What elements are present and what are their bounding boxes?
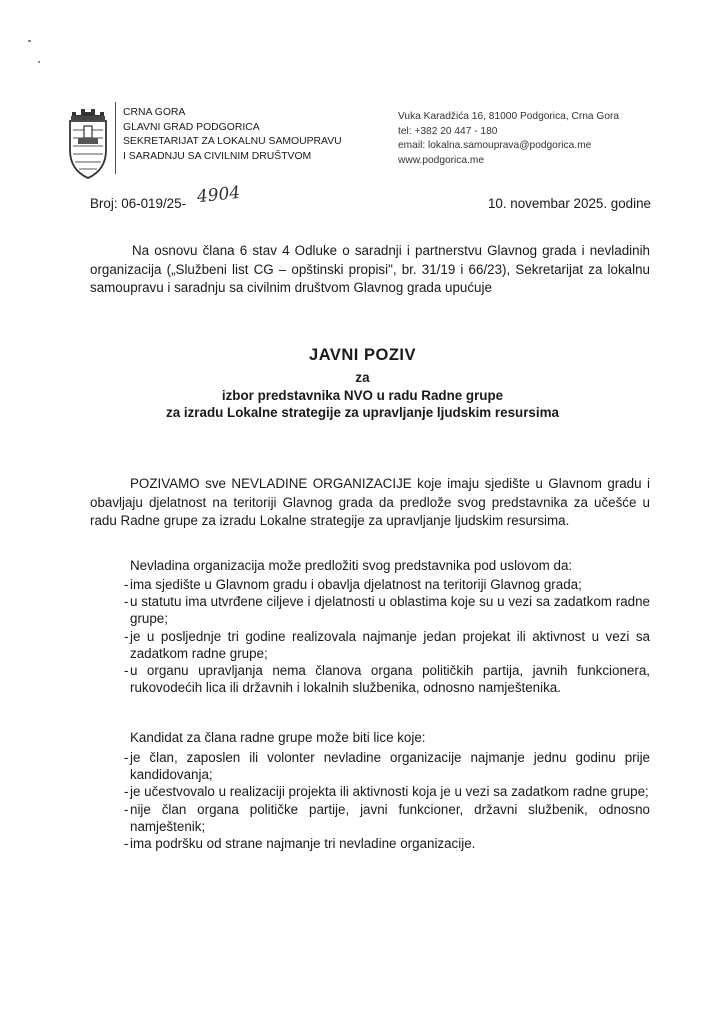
subtitle-line: izbor predstavnika NVO u radu Radne grupe: [221, 387, 504, 403]
website-line: www.podgorica.me: [398, 154, 485, 166]
list-item: - je u posljednje tri godine realizovala najmanje jedan projekat ili aktivnost u vezi sa zadatkom radne grupe;: [90, 628, 650, 662]
conditions-list: [90, 576, 650, 696]
candidate-lead: Kandidat za člana radne grupe može biti lice koje:: [130, 730, 426, 745]
document-title: JAVNI POZIV: [309, 346, 416, 364]
candidate-list: [90, 749, 650, 852]
coat-of-arms-icon: [66, 104, 110, 180]
list-item: - ima podršku od strane najmanje tri nevladine organizacije.: [90, 835, 650, 852]
contact-block: [398, 110, 619, 168]
scan-speck: [38, 61, 40, 63]
document-subtitle: [0, 369, 725, 422]
subtitle-line: za: [355, 370, 370, 385]
list-item: - nije član organa političke partije, javni funkcioner, državni službenik, odnosno namještenik;: [90, 801, 650, 835]
list-item: - je član, zaposlen ili volonter nevladine organizacije najmanje jednu godinu prije kandidovanja;: [90, 749, 650, 783]
conditions-lead: Nevladina organizacija može predložiti svog predstavnika pod uslovom da:: [130, 558, 573, 573]
invitation-paragraph: POZIVAMO sve NEVLADINE ORGANIZACIJE koje imaju sjedište u Glavnom gradu i obavljaju djelatnost na teritoriji Glavnog grada da predlože svog predstavnika za učešće u radu Radne grupe za izradu Lokalne strategije za upravljanje ljudskim resursima.: [90, 476, 650, 528]
issuer-line: GLAVNI GRAD PODGORICA: [123, 121, 260, 133]
list-item: - ima sjedište u Glavnom gradu i obavlja djelatnost na teritoriji Glavnog grada;: [90, 576, 650, 593]
issuer-line: SEKRETARIJAT ZA LOKALNU SAMOUPRAVU: [123, 136, 342, 147]
scan-speck: [28, 40, 31, 42]
issuer-block: [123, 106, 342, 164]
subtitle-line: za izradu Lokalne strategije za upravljanje ljudskim resursima: [166, 405, 559, 420]
list-item: - je učestvovalo u realizaciji projekta ili aktivnosti koja je u vezi sa zadatkom radne grupe;: [90, 783, 650, 800]
list-item: - u statutu ima utvrđene ciljeve i djelatnosti u oblastima koje su u vezi sa zadatkom radne grupe;: [90, 593, 650, 627]
document-date: 10. novembar 2025. godine: [487, 196, 651, 211]
header-divider: [115, 102, 116, 174]
issuer-line: I SARADNJU SA CIVILNIM DRUŠTVOM: [123, 150, 312, 162]
intro-paragraph: Na osnovu člana 6 stav 4 Odluke o saradnji i partnerstvu Glavnog grada i nevladinih organizacija („Službeni list CG – opštinski propisi", br. 31/19 i 66/23), Sekretarijat za lokalnu samoupravu i saradnju sa civilnim društvom Glavnog grada upućuje: [90, 243, 650, 295]
list-item: - u organu upravljanja nema članova organa političkih partija, javnih funkcionera, rukovodećih lica ili državnih i lokalnih službenika, odnosno namještenika.: [90, 662, 650, 696]
issuer-line: CRNA GORA: [123, 107, 186, 118]
handwritten-number: 4904: [196, 182, 242, 208]
address-line: Vuka Karadžića 16, 81000 Podgorica, Crna Gora: [398, 111, 620, 122]
email-line: email: lokalna.samouprava@podgorica.me: [398, 140, 592, 151]
reference-number: Broj: 06-019/25-: [90, 196, 187, 211]
phone-line: tel: +382 20 447 - 180: [398, 125, 498, 137]
